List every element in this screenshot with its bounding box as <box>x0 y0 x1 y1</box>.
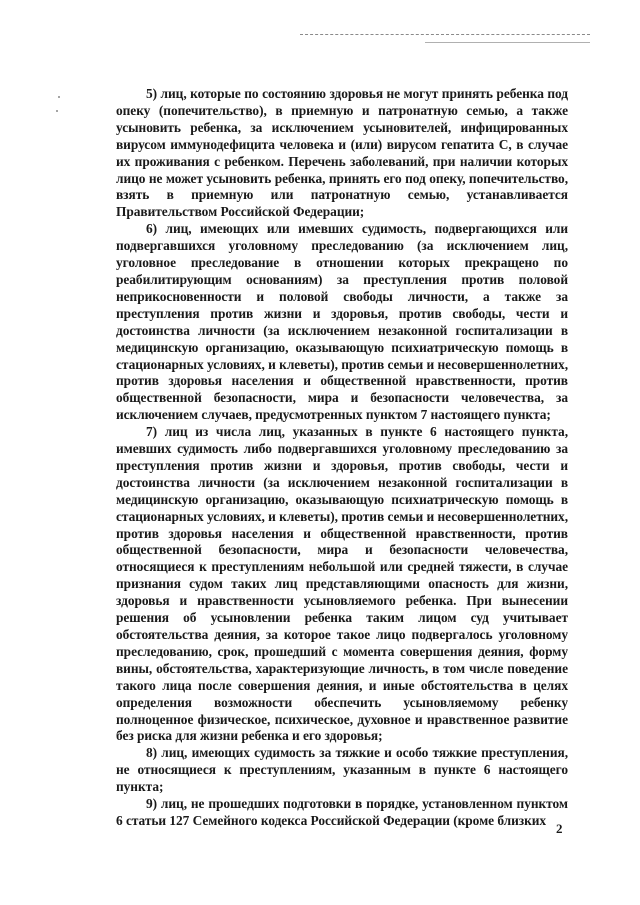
scan-speck <box>58 96 60 98</box>
scan-speck <box>56 110 58 112</box>
page-number: 2 <box>556 821 563 836</box>
paragraph-item-8: 8) лиц, имеющих судимость за тяжкие и особо тяжкие преступления, не относящиеся к преступлениям, указанным в пункте 6 настоящего пункта; <box>116 745 568 795</box>
document-body <box>116 86 568 830</box>
scan-header-rule <box>300 34 590 35</box>
paragraph-item-7: 7) лиц из числа лиц, указанных в пункте 6 настоящего пункта, имевших судимость либо подвергавшихся уголовному преследованию за преступления против жизни и здоровья, против свободы, чести и достоинства личности (за исключением незаконной госпитализации в медицинскую организацию, оказывающую психиатрическую помощь в стационарных условиях, и клеветы), против семьи и несовершеннолетних, против здоровья населения и общественной нравственности, против общественной безопасности, мира и безопасности человечества, относящиеся к преступлениям небольшой или средней тяжести, в случае признания судом таких лиц представляющими опасность для жизни, здоровья и нравственности усыновляемого ребенка. При вынесении решения об усыновлении ребенка таким лицом суд учитывает обстоятельства деяния, за которое такое лицо подвергалось уголовному преследованию, срок, прошедший с момента совершения деяния, форму вины, обстоятельства, характеризующие личность, в том числе поведение такого лица после совершения деяния, и иные обстоятельства в целях определения возможности обеспечить усыновляемому ребенку полноценное физическое, психическое, духовное и нравственное развитие без риска для жизни ребенка и его здоровья; <box>116 424 568 744</box>
paragraph-item-9: 9) лиц, не прошедших подготовки в порядке, установленном пунктом 6 статьи 127 Семейного кодекса Российской Федерации (кроме близких <box>116 796 568 828</box>
paragraph-item-6: 6) лиц, имеющих или имевших судимость, подвергающихся или подвергавшихся уголовному преследованию (за исключением лиц, уголовное преследование в отношении которых прекращено по реабилитирующим основаниям) за преступления против половой неприкосновенности и половой свободы личности, а также за преступления против жизни и здоровья, против свободы, чести и достоинства личности (за исключением незаконной госпитализации в медицинскую организацию, оказывающую психиатрическую помощь в стационарных условиях, и клеветы), против семьи и несовершеннолетних, против здоровья населения и общественной нравственности, против общественной безопасности, мира и безопасности человечества, за исключением случаев, предусмотренных пунктом 7 настоящего пункта; <box>116 221 568 423</box>
paragraph-item-5: 5) лиц, которые по состоянию здоровья не могут принять ребенка под опеку (попечительство), в приемную и патронатную семью, а также усыновить ребенка, за исключением усыновителей, инфицированных вирусом иммунодефицита человека и (или) вирусом гепатита С, в случае их проживания с ребенком. Перечень заболеваний, при наличии которых лицо не может усыновить ребенка, принять его под опеку, попечительство, взять в приемную или патронатную семью, устанавливается Правительством Российской Федерации; <box>116 86 568 220</box>
scan-header-rule-secondary <box>425 42 590 43</box>
